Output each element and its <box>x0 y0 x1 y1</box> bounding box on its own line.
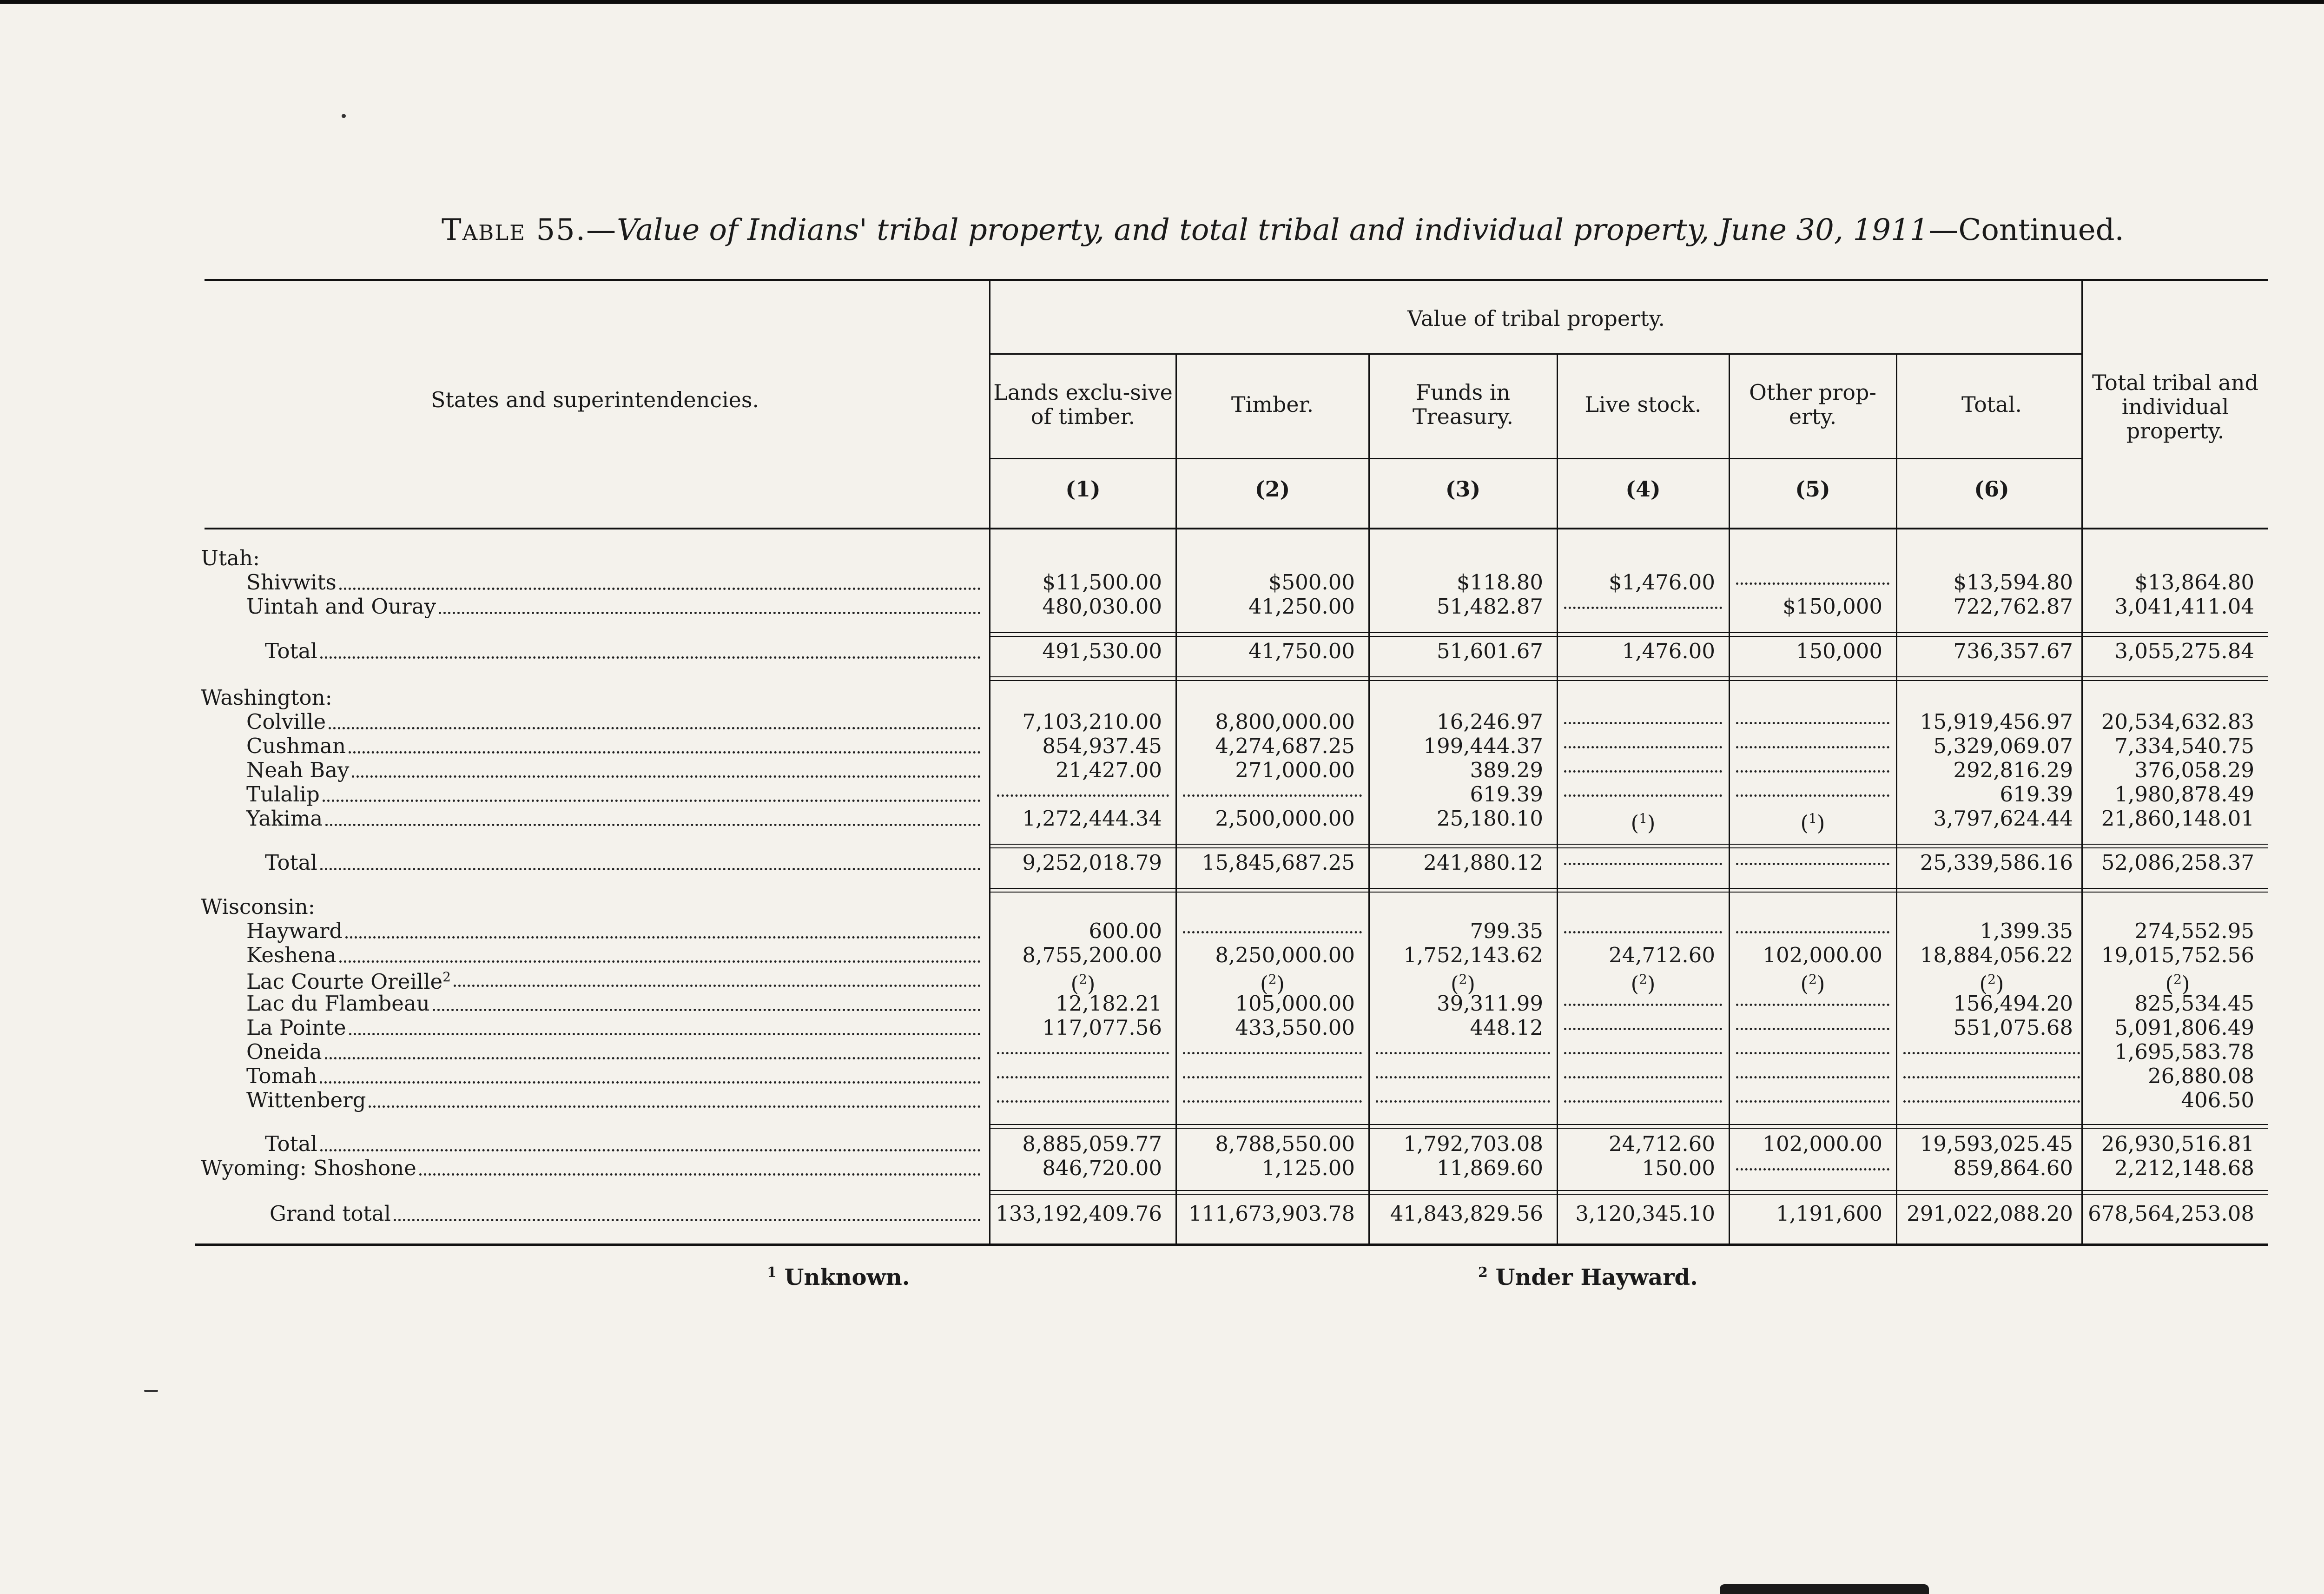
table-cell: 21,860,148.01 <box>2101 806 2254 831</box>
row-label-13 <box>246 943 981 967</box>
empty-leader <box>997 794 1169 797</box>
table-cell: $13,864.80 <box>2134 570 2254 595</box>
rule-total-0 <box>990 636 2268 637</box>
row-label-text: Grand total <box>270 1201 391 1226</box>
header-col-5: Other prop-erty. <box>1749 380 1876 429</box>
empty-leader <box>1736 770 1889 773</box>
empty-leader <box>1564 1028 1722 1030</box>
row-label-text: Neah Bay <box>246 758 350 782</box>
row-label-text: Shivwits <box>246 570 337 595</box>
dot-leader <box>339 960 981 963</box>
table-cell: ($^2$) <box>1451 972 1475 996</box>
table-cell: $500.00 <box>1268 570 1355 595</box>
rule-top <box>205 279 2268 281</box>
table-cell: 5,091,806.49 <box>2114 1015 2254 1040</box>
row-label-17 <box>246 1040 981 1064</box>
dot-leader <box>419 1173 981 1176</box>
table-cell: 8,800,000.00 <box>1215 709 1355 734</box>
table-cell: 2,212,148.68 <box>2114 1156 2254 1180</box>
table-cell: ($^2$) <box>1800 972 1825 996</box>
table-cell: 111,673,903.78 <box>1188 1201 1355 1226</box>
table-cell: 24,712.60 <box>1608 1131 1715 1156</box>
table-cell: 825,534.45 <box>2134 991 2254 1016</box>
table-cell: 846,720.00 <box>1042 1156 1162 1180</box>
row-label-text: Colville <box>246 709 326 734</box>
table-cell: 199,444.37 <box>1423 734 1543 758</box>
empty-leader <box>1903 1076 2080 1078</box>
rule-total-0 <box>990 632 2268 633</box>
row-label-text: Tulalip <box>246 782 320 807</box>
table-cell: ($^2$) <box>2165 972 2190 996</box>
header-col-number-6: (6) <box>1974 476 2009 502</box>
empty-leader <box>1564 607 1722 609</box>
dot-leader <box>320 1149 981 1151</box>
empty-leader <box>1564 863 1722 865</box>
table-cell: 1,399.35 <box>1980 919 2073 943</box>
row-label-1 <box>246 570 981 595</box>
table-cell: 736,357.67 <box>1953 639 2073 663</box>
dot-leader <box>454 985 981 987</box>
row-label-text: Yakima <box>246 806 323 831</box>
header-col-1: Lands exclu-sive of timber. <box>993 380 1173 429</box>
empty-leader <box>1736 746 1889 748</box>
table-cell: 722,762.87 <box>1953 594 2073 619</box>
row-label-text: Total <box>265 639 317 663</box>
title-tail: —Continued. <box>1928 213 2124 247</box>
dot-leader <box>329 727 981 729</box>
row-label-3 <box>265 639 981 663</box>
row-label-8 <box>246 782 981 807</box>
rule-group <box>990 353 2082 355</box>
table-cell: 8,788,550.00 <box>1215 1131 1355 1156</box>
header-col-number-1: (1) <box>1065 476 1101 502</box>
footnote-2 <box>1478 1264 1698 1290</box>
scan-speck <box>144 1390 158 1392</box>
rule-header-bottom <box>205 528 2268 529</box>
row-label-12 <box>246 919 981 943</box>
empty-leader <box>1376 1076 1550 1078</box>
table-cell: 9,252,018.79 <box>1022 850 1162 875</box>
row-label-text: Uintah and Ouray <box>246 594 436 619</box>
table-cell: $150,000 <box>1783 594 1882 619</box>
table-cell: 5,329,069.07 <box>1933 734 2073 758</box>
row-label-10 <box>265 851 981 875</box>
empty-leader <box>1736 863 1889 865</box>
row-label-text: Total <box>265 1131 317 1156</box>
table-cell: 3,055,275.84 <box>2114 639 2254 663</box>
row-label-11 <box>201 895 981 919</box>
table-cell: 291,022,088.20 <box>1907 1201 2073 1226</box>
table-cell: 51,482.87 <box>1436 594 1543 619</box>
empty-leader <box>1903 1100 2080 1103</box>
row-label-text: Cushman <box>246 734 346 758</box>
table-cell: 15,919,456.97 <box>1920 709 2073 734</box>
empty-leader <box>1183 1100 1362 1103</box>
footnote-mark: 2 <box>1478 1264 1488 1281</box>
table-cell: 7,103,210.00 <box>1022 709 1162 734</box>
page-number <box>2317 188 2324 272</box>
empty-leader <box>997 1100 1169 1103</box>
rule-total-4 <box>990 1128 2268 1129</box>
row-label-text: Wisconsin: <box>201 894 315 919</box>
empty-leader <box>1183 794 1362 797</box>
empty-leader <box>1736 1028 1889 1030</box>
table-cell: 41,250.00 <box>1248 594 1355 619</box>
empty-leader <box>1564 722 1722 724</box>
table-cell: 150,000 <box>1796 639 1882 663</box>
dot-leader <box>320 1081 981 1084</box>
table-cell: 39,311.99 <box>1436 991 1543 1016</box>
header-total-tribal-individual: Total tribal and individual property. <box>2092 370 2258 443</box>
empty-leader <box>1564 1004 1722 1006</box>
empty-leader <box>1736 1052 1889 1054</box>
empty-leader <box>1564 1052 1722 1054</box>
table-title <box>442 205 2124 256</box>
table-cell: 25,180.10 <box>1436 806 1543 831</box>
table-cell: 1,272,444.34 <box>1022 806 1162 831</box>
row-label-2 <box>246 595 981 619</box>
table-cell: 16,246.97 <box>1436 709 1543 734</box>
empty-leader <box>1376 1052 1550 1054</box>
table-cell: 133,192,409.76 <box>996 1201 1162 1226</box>
empty-leader <box>1564 1076 1722 1078</box>
row-label-text: Oneida <box>246 1039 322 1064</box>
table-cell: 1,191,600 <box>1776 1201 1882 1226</box>
empty-leader <box>1564 746 1722 748</box>
table-cell: 389.29 <box>1470 758 1543 782</box>
table-cell: 19,593,025.45 <box>1920 1131 2073 1156</box>
table-cell: 859,864.60 <box>1953 1156 2073 1180</box>
empty-leader <box>997 1076 1169 1078</box>
row-label-text: Hayward <box>246 919 343 943</box>
empty-leader <box>1183 931 1362 933</box>
empty-leader <box>1183 1052 1362 1054</box>
footnote-text: Unknown. <box>784 1264 910 1290</box>
table-cell: 19,015,752.56 <box>2101 943 2254 967</box>
table-cell: $118.80 <box>1456 570 1543 595</box>
table-cell: 26,880.08 <box>2147 1064 2254 1088</box>
header-col-number-3: (3) <box>1445 476 1481 502</box>
table-cell: $13,594.80 <box>1953 570 2073 595</box>
table-cell: 448.12 <box>1470 1015 1543 1040</box>
table-cell: ($^2$) <box>1979 972 2004 996</box>
header-stub: States and superintendencies. <box>430 387 759 412</box>
table-cell: 292,816.29 <box>1953 758 2073 782</box>
table-cell: 8,755,200.00 <box>1022 943 1162 967</box>
table-cell: 2,500,000.00 <box>1215 806 1355 831</box>
table-cell: 105,000.00 <box>1235 991 1355 1016</box>
table-cell: 11,869.60 <box>1436 1156 1543 1180</box>
table-cell: 3,797,624.44 <box>1933 806 2073 831</box>
table-cell: 8,885,059.77 <box>1022 1131 1162 1156</box>
empty-leader <box>1564 794 1722 797</box>
table-cell: 1,980,878.49 <box>2114 782 2254 807</box>
dot-leader <box>433 1009 981 1011</box>
header-col-number-4: (4) <box>1625 476 1661 502</box>
header-col-6: Total. <box>1961 392 2022 417</box>
empty-leader <box>1903 1052 2080 1054</box>
table-cell: 4,274,687.25 <box>1215 734 1355 758</box>
table-cell: 241,880.12 <box>1423 850 1543 875</box>
header-col-2: Timber. <box>1231 392 1314 417</box>
rule-labels <box>990 458 2082 459</box>
table-cell: 25,339,586.16 <box>1920 850 2073 875</box>
table-cell: 52,086,258.37 <box>2101 850 2254 875</box>
row-label-15 <box>246 992 981 1016</box>
dot-leader <box>349 1033 981 1035</box>
header-group: Value of tribal property. <box>1407 306 1665 331</box>
header-col-4: Live stock. <box>1585 392 1702 417</box>
table-cell: 18,884,056.22 <box>1920 943 2073 967</box>
dot-leader <box>325 1057 981 1059</box>
table-cell: 551,075.68 <box>1953 1015 2073 1040</box>
row-label-text: Washington: <box>201 685 332 710</box>
table-cell: 799.35 <box>1470 919 1543 943</box>
table-cell: 21,427.00 <box>1055 758 1162 782</box>
table-cell: 376,058.29 <box>2134 758 2254 782</box>
table-cell: $11,500.00 <box>1042 570 1162 595</box>
empty-leader <box>1736 931 1889 933</box>
dot-leader <box>320 868 981 870</box>
row-label-7 <box>246 758 981 782</box>
empty-leader <box>1736 794 1889 797</box>
table-cell: ($^2$) <box>1631 972 1656 996</box>
table-cell: 1,792,703.08 <box>1403 1131 1543 1156</box>
dot-leader <box>352 775 981 778</box>
table-cell: 491,530.00 <box>1042 639 1162 663</box>
row-label-text: La Pointe <box>246 1015 346 1040</box>
empty-leader <box>997 1052 1169 1054</box>
dot-leader <box>345 936 981 939</box>
dot-leader <box>349 751 981 754</box>
rule-bottom <box>195 1243 2268 1246</box>
dot-leader <box>325 824 981 826</box>
table-cell: 1,752,143.62 <box>1403 943 1543 967</box>
row-label-14 <box>246 967 981 992</box>
table-cell: 3,120,345.10 <box>1575 1201 1715 1226</box>
table-cell: 156,494.20 <box>1953 991 2073 1016</box>
row-label-text: Wyoming: Shoshone <box>201 1156 416 1180</box>
rule-total-2 <box>990 847 2268 848</box>
scan-edge-bottom <box>1720 1584 1929 1594</box>
table-cell: 619.39 <box>2000 782 2073 807</box>
row-label-text: Wittenberg <box>246 1088 366 1112</box>
table-cell: 619.39 <box>1470 782 1543 807</box>
table-cell: 24,712.60 <box>1608 943 1715 967</box>
table-cell: 102,000.00 <box>1763 943 1882 967</box>
empty-leader <box>1564 770 1722 773</box>
empty-leader <box>1564 1100 1722 1103</box>
rule-total-4 <box>990 1124 2268 1125</box>
dot-leader <box>439 612 981 614</box>
table-cell: 20,534,632.83 <box>2101 709 2254 734</box>
rule-total-5 <box>990 1194 2268 1195</box>
table-cell: $1,476.00 <box>1608 570 1715 595</box>
table-cell: 1,476.00 <box>1622 639 1715 663</box>
table-cell: 271,000.00 <box>1235 758 1355 782</box>
row-label-0 <box>201 546 981 570</box>
table-cell: 7,334,540.75 <box>2114 734 2254 758</box>
table-cell: 274,552.95 <box>2134 919 2254 943</box>
row-label-20 <box>265 1132 981 1156</box>
table-cell: 433,550.00 <box>1235 1015 1355 1040</box>
table-cell: 150.00 <box>1642 1156 1715 1180</box>
table-cell: 1,125.00 <box>1261 1156 1355 1180</box>
header-col-3: Funds in Treasury. <box>1412 380 1514 429</box>
table-cell: 600.00 <box>1089 919 1162 943</box>
footnote-1 <box>767 1264 910 1290</box>
table-cell: 406.50 <box>2181 1088 2254 1112</box>
empty-leader <box>1564 931 1722 933</box>
row-label-9 <box>246 807 981 831</box>
scan-edge-top <box>0 0 2324 4</box>
dot-leader <box>394 1219 981 1221</box>
row-label-4 <box>201 686 981 710</box>
title-lead: Table 55.— <box>442 213 617 247</box>
table-cell: 12,182.21 <box>1055 991 1162 1016</box>
empty-leader <box>1736 1004 1889 1006</box>
table-cell: 26,930,516.81 <box>2101 1131 2254 1156</box>
row-label-16 <box>246 1016 981 1040</box>
table-cell: ($^1$) <box>1800 811 1825 835</box>
table-cell: 15,845,687.25 <box>1202 850 1355 875</box>
table-cell: 678,564,253.08 <box>2088 1201 2254 1226</box>
table-cell: 41,750.00 <box>1248 639 1355 663</box>
row-label-6 <box>246 734 981 758</box>
row-label-text: Tomah <box>246 1064 317 1088</box>
title-italic: Value of Indians' tribal property, and total tribal and individual property, June 30, 1911 <box>617 213 1929 247</box>
row-label-text: Lac Courte Oreille$^2$ <box>246 969 451 994</box>
empty-leader <box>1183 1076 1362 1078</box>
rule-total-1 <box>990 676 2268 677</box>
table-cell: 102,000.00 <box>1763 1131 1882 1156</box>
rule-total-2 <box>990 844 2268 845</box>
empty-leader <box>1376 1100 1550 1103</box>
table-cell: 480,030.00 <box>1042 594 1162 619</box>
table-cell: ($^2$) <box>1260 972 1285 996</box>
empty-leader <box>1736 1076 1889 1078</box>
table-cell: 854,937.45 <box>1042 734 1162 758</box>
row-label-22 <box>270 1202 981 1226</box>
row-label-text: Utah: <box>201 546 260 570</box>
scan-speck <box>342 114 346 118</box>
row-label-text: Total <box>265 850 317 875</box>
dot-leader <box>369 1105 981 1108</box>
rule-total-3 <box>990 888 2268 889</box>
footnote-mark: 1 <box>767 1264 777 1281</box>
table-cell: 1,695,583.78 <box>2114 1039 2254 1064</box>
empty-leader <box>1736 582 1889 585</box>
row-label-21 <box>201 1156 981 1180</box>
table-cell: 41,843,829.56 <box>1390 1201 1543 1226</box>
dot-leader <box>339 588 981 590</box>
table-cell: ($^1$) <box>1631 811 1656 835</box>
empty-leader <box>1736 722 1889 724</box>
header-col-number-2: (2) <box>1254 476 1290 502</box>
row-label-text: Keshena <box>246 943 337 967</box>
rule-total-1 <box>990 680 2268 681</box>
row-label-text: Lac du Flambeau <box>246 991 430 1016</box>
table-cell: ($^2$) <box>1070 972 1096 996</box>
row-label-19 <box>246 1088 981 1112</box>
empty-leader <box>1736 1100 1889 1103</box>
empty-leader <box>1736 1168 1889 1171</box>
row-label-5 <box>246 710 981 734</box>
rule-total-3 <box>990 892 2268 893</box>
header-col-number-5: (5) <box>1795 476 1830 502</box>
footnote-text: Under Hayward. <box>1495 1264 1698 1290</box>
table-cell: 117,077.56 <box>1042 1015 1162 1040</box>
rule-total-5 <box>990 1190 2268 1191</box>
table-cell: 3,041,411.04 <box>2114 594 2254 619</box>
dot-leader <box>323 800 981 802</box>
dot-leader <box>320 656 981 659</box>
table-cell: 51,601.67 <box>1436 639 1543 663</box>
table-cell: 8,250,000.00 <box>1215 943 1355 967</box>
row-label-18 <box>246 1064 981 1088</box>
